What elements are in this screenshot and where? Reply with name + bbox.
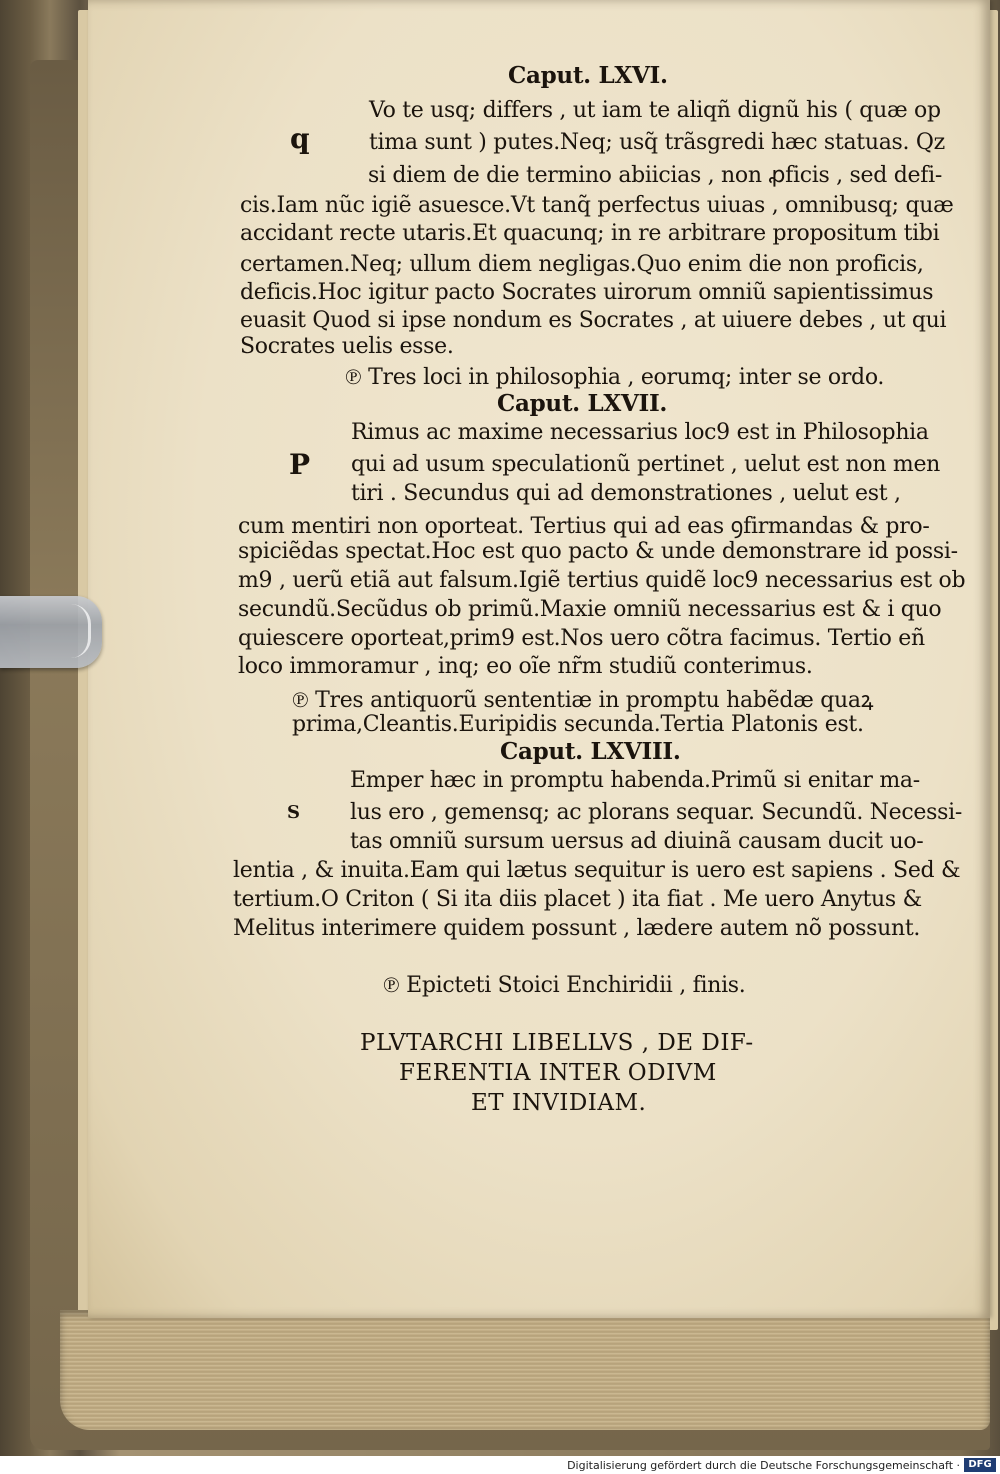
text-line: cum mentiri non oporteat. Tertius qui ad eas ꝯfirmandas & pro-: [238, 514, 930, 539]
chapter-heading-66: Caput. LXVI.: [508, 62, 668, 89]
text-line: spiciẽdas spectat.Hoc est quo pacto & unde demonstrare id possi-: [238, 539, 958, 564]
text-line: Vo te usq; differs , ut iam te aliqñ dignũ his ( quæ op: [369, 98, 941, 123]
funding-credit: Digitalisierung gefördert durch die Deutsche Forschungsgemeinschaft ·: [567, 1459, 960, 1472]
text-line: euasit Quod si ipse nondum es Socrates , at uiuere debes , ut qui: [240, 308, 947, 333]
text-line: Emper hæc in promptu habenda.Primũ si enitar ma-: [350, 768, 920, 793]
text-line: Socrates uelis esse.: [240, 334, 454, 359]
section-title-67: ℗ Tres loci in philosophia , eorumq; inter se ordo.: [345, 365, 885, 390]
text-line: tiri . Secundus qui ad demonstrationes , uelut est ,: [351, 481, 901, 506]
initial-letter-s: S: [287, 802, 300, 823]
text-line: certamen.Neq; ullum diem negligas.Quo enim die non proficis,: [240, 252, 924, 277]
text-line: lus ero , gemensq; ac plorans sequar. Secundũ. Necessi-: [350, 800, 962, 825]
text-line: tas omniũ sursum uersus ad diuinã causam ducit uo-: [350, 829, 924, 854]
text-line: secundũ.Secũdus ob primũ.Maxie omniũ necessarius est & i quo: [238, 597, 942, 622]
text-line: tertium.O Criton ( Si ita diis placet ) ita fiat . Me uero Anytus &: [233, 887, 922, 912]
section-title-68-cont: prima,Cleantis.Euripidis secunda.Tertia Platonis est.: [292, 712, 864, 737]
text-line: tima sunt ) putes.Neq; usq̃ trãsgredi hæc statuas. Qz: [369, 130, 945, 155]
initial-letter-p: P: [289, 448, 310, 481]
text-line: cis.Iam nũc igiẽ asuesce.Vt tanq̃ perfectus uiuas , omnibusq; quæ: [240, 193, 954, 218]
text-line: loco immoramur , inq; eo oĩe nr̃m studiũ conterimus.: [238, 654, 813, 679]
next-work-title-line-3: ET INVIDIAM.: [471, 1090, 647, 1116]
chapter-heading-67: Caput. LXVII.: [497, 390, 668, 417]
text-line: Melitus interimere quidem possunt , lædere autem nõ possunt.: [233, 916, 921, 941]
dfg-logo: DFG: [964, 1458, 996, 1472]
text-line: accidant recte utaris.Et quacunq; in re arbitrare propositum tibi: [240, 221, 940, 246]
text-line: qui ad usum speculationũ pertinet , uelut est non men: [351, 452, 941, 477]
text-line: m9 , uerũ etiã aut falsum.Igiẽ tertius quidẽ loc9 necessarius est ob: [238, 568, 966, 593]
book-fore-edge: [60, 1310, 990, 1430]
text-line: deficis.Hoc igitur pacto Socrates uirorum omniũ sapientissimus: [240, 280, 934, 305]
text-line: lentia , & inuita.Eam qui lætus sequitur is uero est sapiens . Sed &: [233, 858, 961, 883]
text-line: si diem de die termino abiicias , non ꝓficis , sed defi-: [368, 163, 942, 188]
text-line: Rimus ac maxime necessarius loc9 est in Philosophia: [351, 420, 929, 445]
section-title-68: ℗ Tres antiquorũ sententiæ in promptu habẽdæ quaꝝ: [292, 688, 874, 713]
text-line: quiescere oporteat,prim9 est.Nos uero cõtra facimus. Tertio eñ: [238, 626, 925, 651]
next-work-title-line-2: FERENTIA INTER ODIVM: [399, 1060, 717, 1086]
closing-line: ℗ Epicteti Stoici Enchiridii , finis.: [383, 973, 746, 998]
initial-letter-q: q: [290, 122, 310, 155]
next-work-title-line-1: PLVTARCHI LIBELLVS , DE DIF-: [360, 1030, 754, 1056]
chapter-heading-68: Caput. LXVIII.: [500, 738, 681, 765]
